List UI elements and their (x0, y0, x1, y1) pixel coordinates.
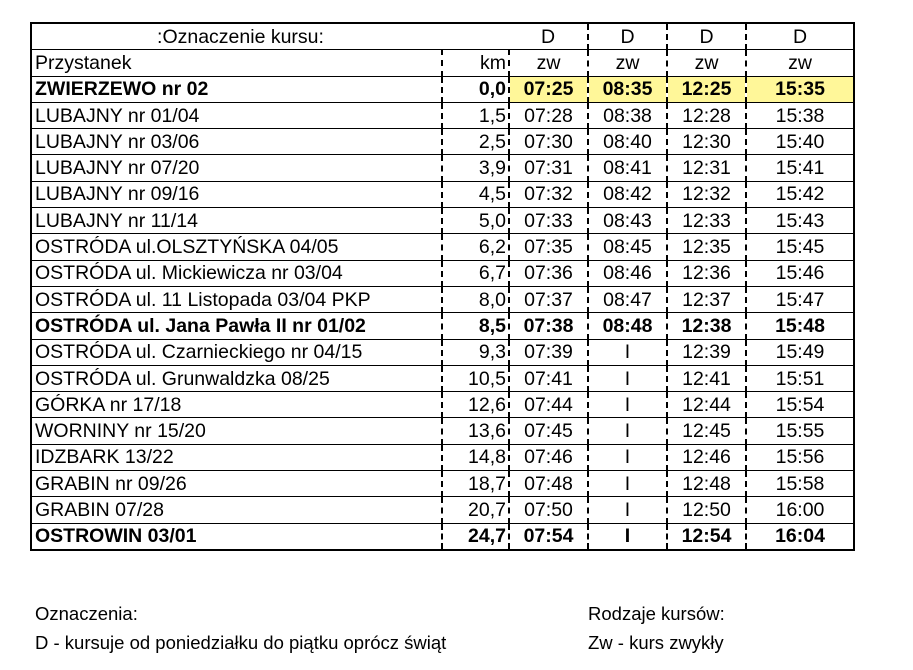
stop-name: WORNINY nr 15/20 (31, 418, 442, 444)
departure-time: 15:49 (746, 339, 854, 365)
departure-time: 07:44 (509, 392, 588, 418)
departure-time: I (588, 471, 667, 497)
departure-time: 12:46 (667, 444, 746, 470)
departure-time: 12:28 (667, 102, 746, 128)
legend-types-title: Rodzaje kursów: (588, 603, 725, 624)
stop-km: 3,9 (442, 155, 509, 181)
stop-name: GRABIN nr 09/26 (31, 471, 442, 497)
departure-time: 07:28 (509, 102, 588, 128)
stop-row (31, 208, 854, 234)
stop-km: 18,7 (442, 471, 509, 497)
departure-time: 07:33 (509, 208, 588, 234)
departure-time: I (588, 392, 667, 418)
departure-time: 07:45 (509, 418, 588, 444)
departure-time: 16:00 (746, 497, 854, 523)
course-mark: D (667, 23, 746, 50)
departure-time: 08:38 (588, 102, 667, 128)
stop-name: GÓRKA nr 17/18 (31, 392, 442, 418)
departure-time: 08:42 (588, 181, 667, 207)
stop-row (31, 418, 854, 444)
stop-name: OSTRÓDA ul.OLSZTYŃSKA 04/05 (31, 234, 442, 260)
departure-time: 15:54 (746, 392, 854, 418)
stop-row (31, 523, 854, 550)
stop-name: LUBAJNY nr 07/20 (31, 155, 442, 181)
departure-time: 12:32 (667, 181, 746, 207)
stop-km: 5,0 (442, 208, 509, 234)
departure-time: 07:39 (509, 339, 588, 365)
course-mark: D (509, 23, 588, 50)
departure-time: 12:50 (667, 497, 746, 523)
stop-km: 4,5 (442, 181, 509, 207)
departure-time: 15:47 (746, 286, 854, 312)
km-column-header: km (442, 50, 509, 76)
stop-name: LUBAJNY nr 03/06 (31, 129, 442, 155)
departure-time: I (588, 339, 667, 365)
departure-time: 12:41 (667, 365, 746, 391)
departure-time: 08:35 (588, 76, 667, 102)
stop-km: 24,7 (442, 523, 509, 550)
departure-time: 07:54 (509, 523, 588, 550)
stop-name: OSTRÓDA ul. Czarnieckiego nr 04/15 (31, 339, 442, 365)
departure-time: 08:40 (588, 129, 667, 155)
stop-row (31, 313, 854, 339)
timetable-body (31, 23, 854, 550)
departure-time: 07:31 (509, 155, 588, 181)
departure-time: I (588, 365, 667, 391)
stop-name: LUBAJNY nr 11/14 (31, 208, 442, 234)
departure-time: 07:30 (509, 129, 588, 155)
departure-time: 12:36 (667, 260, 746, 286)
departure-time: 15:45 (746, 234, 854, 260)
departure-time: 07:35 (509, 234, 588, 260)
departure-time: 15:51 (746, 365, 854, 391)
stop-row (31, 497, 854, 523)
departure-time: I (588, 418, 667, 444)
stop-row (31, 155, 854, 181)
departure-time: 12:25 (667, 76, 746, 102)
course-type: zw (667, 50, 746, 76)
departure-time: 15:35 (746, 76, 854, 102)
departure-time: 08:45 (588, 234, 667, 260)
departure-time: 12:33 (667, 208, 746, 234)
departure-time: 12:39 (667, 339, 746, 365)
stop-km: 0,0 (442, 76, 509, 102)
course-label: :Oznaczenie kursu: (31, 23, 509, 50)
stop-km: 1,5 (442, 102, 509, 128)
departure-time: 08:43 (588, 208, 667, 234)
stop-row (31, 444, 854, 470)
departure-time: 07:46 (509, 444, 588, 470)
stop-name: IDZBARK 13/22 (31, 444, 442, 470)
stop-km: 14,8 (442, 444, 509, 470)
departure-time: 12:54 (667, 523, 746, 550)
departure-time: 08:47 (588, 286, 667, 312)
legend-type-zw: Zw - kurs zwykły (588, 632, 724, 653)
stop-row (31, 260, 854, 286)
stop-row (31, 181, 854, 207)
departure-time: 15:38 (746, 102, 854, 128)
departure-time: 15:43 (746, 208, 854, 234)
departure-time: 12:31 (667, 155, 746, 181)
departure-time: 15:56 (746, 444, 854, 470)
departure-time: 12:30 (667, 129, 746, 155)
course-mark: D (746, 23, 854, 50)
departure-time: 07:38 (509, 313, 588, 339)
departure-time: 07:36 (509, 260, 588, 286)
departure-time: 12:38 (667, 313, 746, 339)
stop-km: 12,6 (442, 392, 509, 418)
stop-name: GRABIN 07/28 (31, 497, 442, 523)
stop-row (31, 392, 854, 418)
stop-km: 13,6 (442, 418, 509, 444)
departure-time: 08:48 (588, 313, 667, 339)
departure-time: 08:41 (588, 155, 667, 181)
departure-time: 07:41 (509, 365, 588, 391)
stop-km: 8,0 (442, 286, 509, 312)
stop-row (31, 286, 854, 312)
departure-time: 12:37 (667, 286, 746, 312)
course-type: zw (746, 50, 854, 76)
course-type: zw (588, 50, 667, 76)
stop-km: 2,5 (442, 129, 509, 155)
stop-km: 10,5 (442, 365, 509, 391)
column-header-row (31, 50, 854, 76)
departure-time: 12:48 (667, 471, 746, 497)
departure-time: 15:41 (746, 155, 854, 181)
departure-time: 15:46 (746, 260, 854, 286)
stop-row (31, 129, 854, 155)
stop-row (31, 471, 854, 497)
departure-time: 15:55 (746, 418, 854, 444)
departure-time: 15:40 (746, 129, 854, 155)
departure-time: 12:45 (667, 418, 746, 444)
stop-name: LUBAJNY nr 09/16 (31, 181, 442, 207)
departure-time: 08:46 (588, 260, 667, 286)
departure-time: 07:37 (509, 286, 588, 312)
stop-name: OSTRÓDA ul. Jana Pawła II nr 01/02 (31, 313, 442, 339)
stop-column-header: Przystanek (31, 50, 442, 76)
departure-time: 07:25 (509, 76, 588, 102)
stop-name: OSTRÓDA ul. 11 Listopada 03/04 PKP (31, 286, 442, 312)
departure-time: I (588, 444, 667, 470)
departure-time: I (588, 523, 667, 550)
stop-km: 20,7 (442, 497, 509, 523)
legend-marks-title: Oznaczenia: (35, 603, 138, 624)
stop-name: ZWIERZEWO nr 02 (31, 76, 442, 102)
stop-name: LUBAJNY nr 01/04 (31, 102, 442, 128)
departure-time: 12:35 (667, 234, 746, 260)
stop-name: OSTRÓDA ul. Mickiewicza nr 03/04 (31, 260, 442, 286)
departure-time: 15:42 (746, 181, 854, 207)
stop-km: 6,7 (442, 260, 509, 286)
stop-row (31, 234, 854, 260)
stop-row (31, 365, 854, 391)
stop-km: 8,5 (442, 313, 509, 339)
stop-km: 9,3 (442, 339, 509, 365)
stop-name: OSTROWIN 03/01 (31, 523, 442, 550)
timetable (30, 22, 855, 551)
stop-row (31, 102, 854, 128)
departure-time: I (588, 497, 667, 523)
departure-time: 12:44 (667, 392, 746, 418)
departure-time: 16:04 (746, 523, 854, 550)
stop-km: 6,2 (442, 234, 509, 260)
departure-time: 07:50 (509, 497, 588, 523)
departure-time: 15:48 (746, 313, 854, 339)
course-mark-row (31, 23, 854, 50)
departure-time: 15:58 (746, 471, 854, 497)
legend-mark-d: D - kursuje od poniedziałku do piątku oprócz świąt (35, 632, 447, 653)
departure-time: 07:32 (509, 181, 588, 207)
stop-row (31, 76, 854, 102)
departure-time: 07:48 (509, 471, 588, 497)
course-mark: D (588, 23, 667, 50)
stop-name: OSTRÓDA ul. Grunwaldzka 08/25 (31, 365, 442, 391)
course-type: zw (509, 50, 588, 76)
stop-row (31, 339, 854, 365)
